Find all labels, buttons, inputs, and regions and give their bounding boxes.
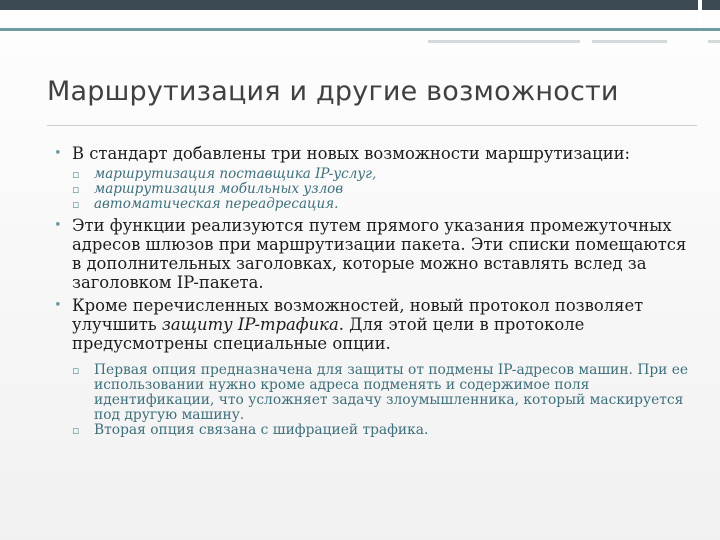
bullet-item-2 — [54, 216, 694, 292]
header-accent-line — [0, 28, 720, 31]
sub-item-3-1 — [72, 363, 694, 423]
sub-list-1 — [72, 167, 694, 212]
header-deco-line-2 — [592, 40, 667, 43]
sub-bullet-icon: ▫ — [72, 183, 80, 196]
bullet-text-3-before: Кроме перечисленных возможностей, новый протокол позволяет улучшить — [72, 296, 644, 334]
bullet-item-3 — [54, 296, 694, 353]
sub-bullet-icon: ▫ — [72, 364, 80, 377]
bullet-text-1: В стандарт добавлены три новых возможности маршрутизации: — [72, 144, 631, 163]
top-header-bar — [0, 0, 698, 10]
sub-item-text: Первая опция предназначена для защиты от подмены IP-адресов машин. При ее использовании нужно кроме адреса подменять и содержимое поля идентификации, что усложняет задачу злоумышленника, который маскируется под другую машину. — [94, 362, 689, 423]
sub-item-text: автоматическая переадресация. — [94, 196, 339, 212]
sub-bullet-icon: ▫ — [72, 168, 80, 181]
slide-title: Маршрутизация и другие возможности — [47, 76, 619, 107]
title-divider — [47, 125, 697, 126]
top-header-bar-right — [702, 0, 720, 10]
bullet-dot-icon: • — [54, 146, 62, 161]
sub-item-1-1 — [72, 167, 694, 182]
sub-item-text: маршрутизация мобильных узлов — [94, 181, 344, 197]
bullet-text-3-after: . Для этой цели в протоколе предусмотрены специальные опции. — [72, 315, 585, 353]
sub-bullet-icon: ▫ — [72, 198, 80, 211]
header-deco-line-1 — [428, 40, 580, 43]
bullet-dot-icon: • — [54, 218, 62, 233]
sub-item-1-2 — [72, 182, 694, 197]
sub-bullet-icon: ▫ — [72, 424, 80, 437]
sub-list-3 — [72, 363, 694, 438]
bullet-dot-icon: • — [54, 298, 62, 313]
sub-item-text: Вторая опция связана с шифрацией трафика. — [94, 422, 429, 438]
sub-item-1-3 — [72, 197, 694, 212]
bullet-text-3-italic: защиту IP-трафика — [161, 315, 339, 334]
sub-item-3-2 — [72, 423, 694, 438]
slide-content — [54, 144, 694, 442]
bullet-item-1 — [54, 144, 694, 163]
header-deco-line-3 — [708, 40, 720, 43]
bullet-text-2: Эти функции реализуются путем прямого указания промежуточных адресов шлюзов при маршрутизации пакета. Эти списки помещаются в дополнительных заголовках, которые можно вставлять вслед за заголовком IP-пакета. — [72, 216, 687, 292]
sub-item-text: маршрутизация поставщика IP-услуг, — [94, 166, 377, 182]
